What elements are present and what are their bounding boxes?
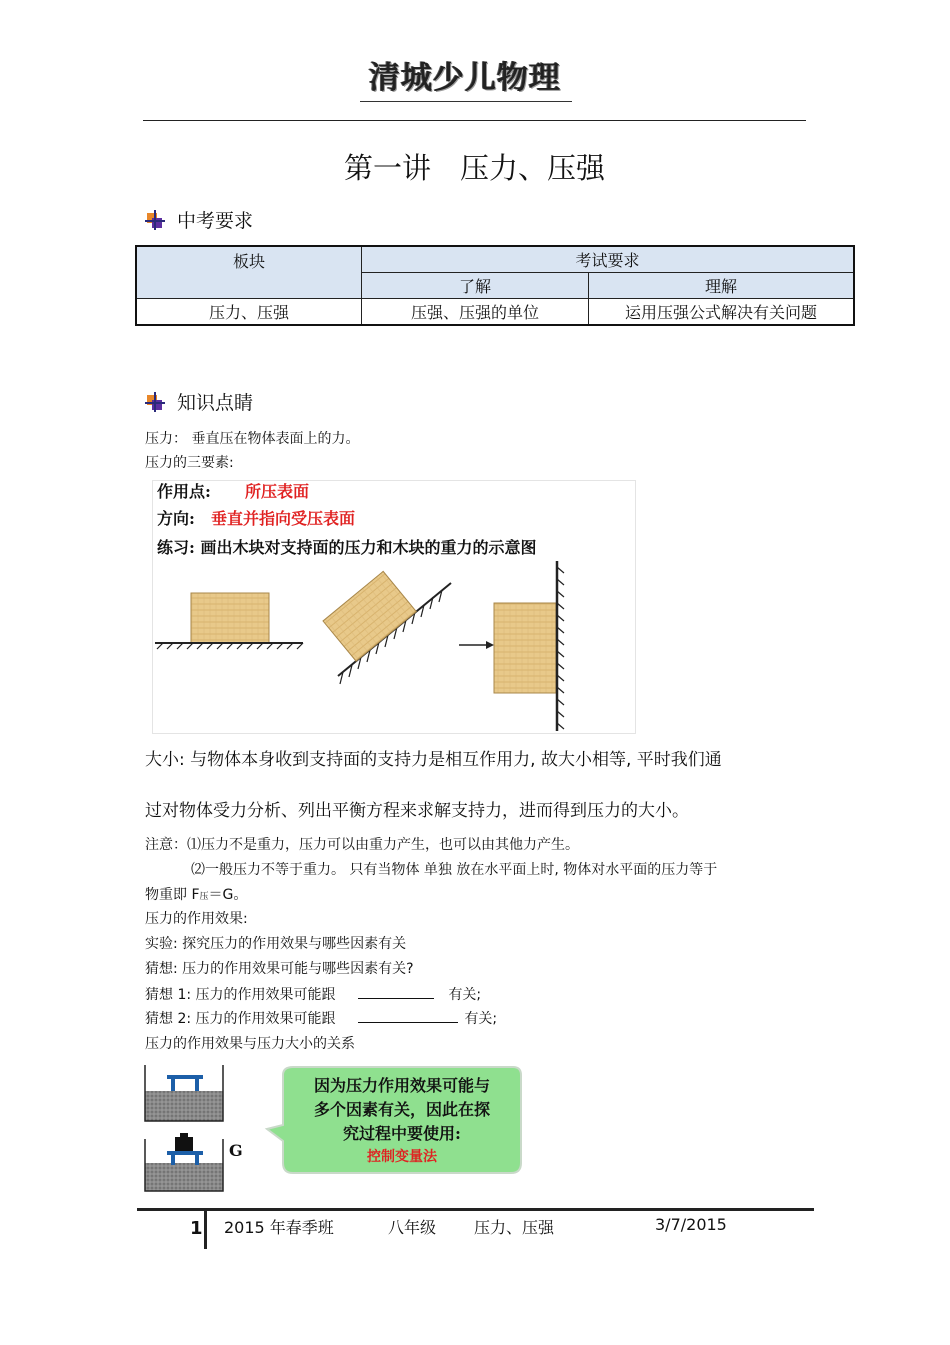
bubble-line3: 究过程中要使用: [343, 1124, 461, 1143]
footer-grade: 八年级 [388, 1218, 437, 1237]
figure-control-variable-drawing [143, 1063, 523, 1194]
fill-in-blank[interactable] [358, 984, 434, 999]
table-cell: 压力、压强 [136, 299, 362, 326]
header-rule [143, 120, 806, 121]
note-line1: 注意：⑴压力不是重力，压力可以由重力产生，也可以由其他力产生。 [145, 837, 579, 853]
figure-text-point-label: 作用点: [157, 482, 211, 501]
block-on-ground [155, 593, 303, 649]
table-subheader-understand: 理解 [589, 273, 855, 299]
experiment-line: 实验: 探究压力的作用效果与哪些因素有关 [145, 936, 407, 952]
size-paragraph-line2: 过对物体受力分析、列出平衡方程来求解支持力，进而得到压力的大小。 [145, 801, 689, 821]
pressure-definition: 压力： 垂直压在物体表面上的力。 [145, 431, 360, 447]
note-line2: ⑵一般压力不等于重力。 只有当物体 单独 放在水平面上时, 物体对水平面的压力等于 [191, 862, 718, 878]
guess2-line [145, 1008, 497, 1028]
sand-tray-bottom [145, 1133, 243, 1191]
weight-label: G [229, 1141, 243, 1160]
figure-control-variable [143, 1063, 523, 1194]
sand-tray-top [145, 1065, 223, 1121]
bullet-icon [145, 392, 165, 412]
guess1-suffix: 有关; [448, 987, 482, 1003]
table-header-block: 板块 [136, 246, 362, 299]
figure-text-direction-value: 垂直并指向受压表面 [211, 509, 356, 528]
bullet-icon [145, 210, 165, 230]
table-cell: 运用压强公式解决有关问题 [589, 299, 855, 326]
requirements-table [135, 245, 855, 326]
figure-pressure-elements [152, 480, 636, 734]
bubble-line4: 控制变量法 [367, 1149, 437, 1165]
figure-text-point-value: 所压表面 [245, 482, 310, 501]
section-heading-text: 知识点睛 [177, 392, 254, 414]
footer-date: 3/7/2015 [655, 1215, 727, 1234]
logo-underline [360, 101, 572, 102]
page-title: 第一讲 压力、压强 [343, 151, 605, 185]
brand-logo: 清城少儿物理 [369, 60, 561, 96]
table-subheader-know: 了解 [362, 273, 589, 299]
section-heading-text: 中考要求 [177, 210, 254, 232]
figure-pressure-elements-drawing [153, 481, 635, 733]
fill-in-blank[interactable] [358, 1008, 458, 1023]
relation-line: 压力的作用效果与压力大小的关系 [145, 1036, 355, 1052]
formula-subscript: 压 [199, 892, 209, 902]
bubble-line2: 多个因素有关，因此在探 [313, 1100, 491, 1119]
bubble-line1: 因为压力作用效果可能与 [313, 1076, 491, 1095]
speech-bubble [267, 1067, 521, 1173]
table-cell: 压强、压强的单位 [362, 299, 589, 326]
block-on-incline [323, 571, 451, 684]
footer-term: 2015 年春季班 [224, 1218, 334, 1237]
formula-text: ＝G。 [208, 887, 248, 903]
three-elements-label: 压力的三要素: [145, 455, 234, 471]
guess-line: 猜想: 压力的作用效果可能与哪些因素有关? [145, 961, 414, 977]
table-header-requirements: 考试要求 [362, 246, 855, 273]
guess1-line [145, 984, 481, 1004]
guess2-text: 猜想 2: 压力的作用效果可能跟 [145, 1011, 336, 1027]
footer-divider [204, 1211, 207, 1249]
footer-topic: 压力、压强 [474, 1218, 555, 1237]
guess2-suffix: 有关; [464, 1011, 498, 1027]
section-heading-knowledge [145, 388, 253, 415]
block-against-wall [459, 561, 564, 731]
footer-rule [137, 1208, 814, 1211]
section-heading-requirements [145, 206, 253, 233]
figure-text-direction-label: 方向: [157, 509, 195, 528]
guess1-text: 猜想 1: 压力的作用效果可能跟 [145, 987, 336, 1003]
figure-text-exercise: 练习: 画出木块对支持面的压力和木块的重力的示意图 [157, 538, 537, 557]
note-line3 [145, 884, 247, 904]
size-paragraph-line1: 大小: 与物体本身收到支持面的支持力是相互作用力, 故大小相等, 平时我们通 [145, 750, 722, 770]
table-row [136, 299, 854, 326]
formula-text: 物重即 F [145, 887, 200, 903]
effect-label: 压力的作用效果: [145, 911, 248, 927]
page-number: 1 [190, 1218, 203, 1239]
